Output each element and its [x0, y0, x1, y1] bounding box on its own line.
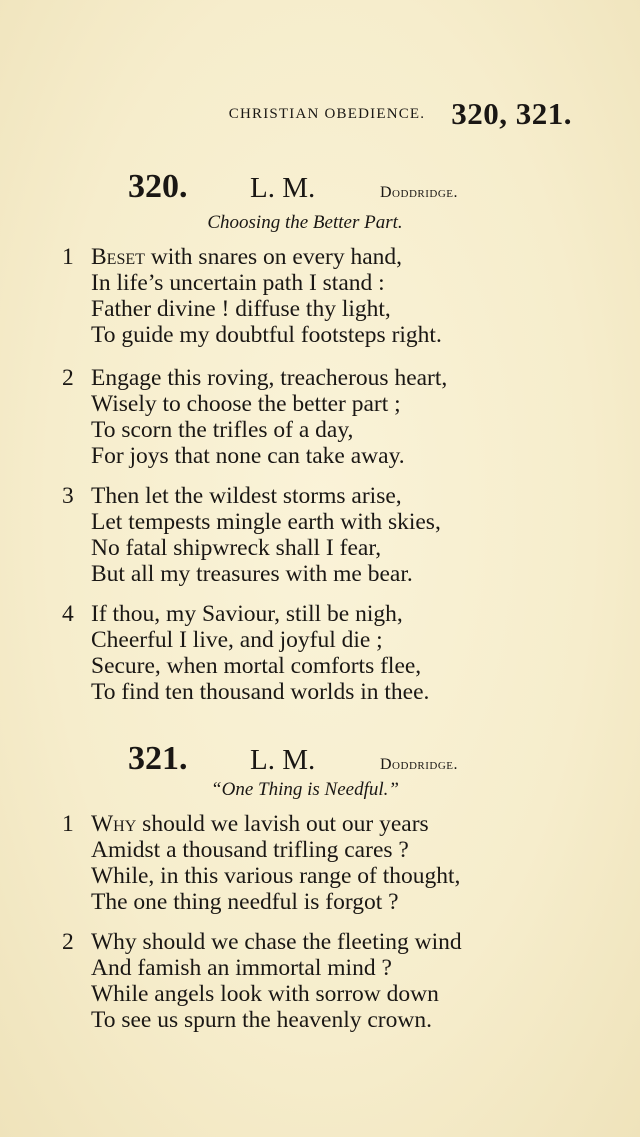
verse-line: To see us spurn the heavenly crown.	[91, 1007, 432, 1033]
verse-line	[62, 483, 441, 509]
verse-text: Then let the wildest storms arise,	[91, 483, 402, 509]
verse-text: Engage this roving, treacherous heart,	[91, 365, 448, 391]
hymn-320-subtitle: Choosing the Better Part.	[207, 212, 403, 233]
verse-line: Wisely to choose the better part ;	[91, 391, 401, 417]
verse-text: Why should we chase the fleeting wind	[91, 929, 462, 955]
verse-line: While, in this various range of thought,	[91, 863, 461, 889]
stanza-number: 2	[62, 365, 74, 391]
verse-text: with snares on every hand,	[144, 244, 403, 270]
verse-line	[62, 365, 447, 391]
verse-line: Father divine ! diffuse thy light,	[91, 296, 391, 322]
stanza-number: 1	[62, 244, 74, 270]
verse-line: Cheerful I live, and joyful die ;	[91, 627, 383, 653]
stanza-number: 2	[62, 929, 74, 955]
hymn-meter: L. M.	[250, 172, 316, 204]
verse-line: While angels look with sorrow down	[91, 981, 439, 1007]
stanza	[62, 929, 462, 1033]
verse-line	[62, 244, 442, 270]
running-head	[0, 96, 572, 132]
verse-line: To find ten thousand worlds in thee.	[91, 679, 430, 705]
stanza	[62, 811, 460, 915]
verse-line	[62, 811, 460, 837]
stanza	[62, 601, 429, 705]
verse-line	[62, 601, 429, 627]
verse-line: No fatal shipwreck shall I fear,	[91, 535, 382, 561]
stanza-number: 3	[62, 483, 74, 509]
stanza	[62, 483, 441, 587]
stanza	[62, 365, 447, 469]
hymn-320-heading	[128, 168, 458, 206]
verse-line: Secure, when mortal comforts flee,	[91, 653, 422, 679]
verse-initial-word: Why	[91, 811, 137, 837]
verse-line: To scorn the trifles of a day,	[91, 417, 354, 443]
stanza-number: 4	[62, 601, 74, 627]
verse-line: And famish an immortal mind ?	[91, 955, 392, 981]
hymn-number: 320.	[128, 168, 188, 205]
verse-line: The one thing needful is forgot ?	[91, 889, 399, 915]
hymn-author: Doddridge.	[380, 184, 458, 201]
stanza	[62, 244, 442, 348]
verse-line: But all my treasures with me bear.	[91, 561, 413, 587]
verse-text: If thou, my Saviour, still be nigh,	[91, 601, 403, 627]
hymn-321-subtitle: “One Thing is Needful.”	[211, 779, 399, 800]
stanza-number: 1	[62, 811, 74, 837]
hymn-321-heading	[128, 740, 458, 778]
hymn-number: 321.	[128, 740, 188, 777]
verse-line: In life’s uncertain path I stand :	[91, 270, 385, 296]
running-head-title: CHRISTIAN OBEDIENCE.	[228, 105, 426, 122]
verse-line	[62, 929, 462, 955]
verse-text: should we lavish out our years	[136, 811, 429, 837]
verse-line: For joys that none can take away.	[91, 443, 405, 469]
running-head-numbers: 320, 321.	[451, 96, 572, 131]
verse-line: Amidst a thousand trifling cares ?	[91, 837, 409, 863]
verse-initial-word: Beset	[91, 244, 145, 270]
verse-line: To guide my doubtful footsteps right.	[91, 322, 442, 348]
hymn-meter: L. M.	[250, 744, 316, 776]
verse-line: Let tempests mingle earth with skies,	[91, 509, 441, 535]
hymn-author: Doddridge.	[380, 756, 458, 773]
